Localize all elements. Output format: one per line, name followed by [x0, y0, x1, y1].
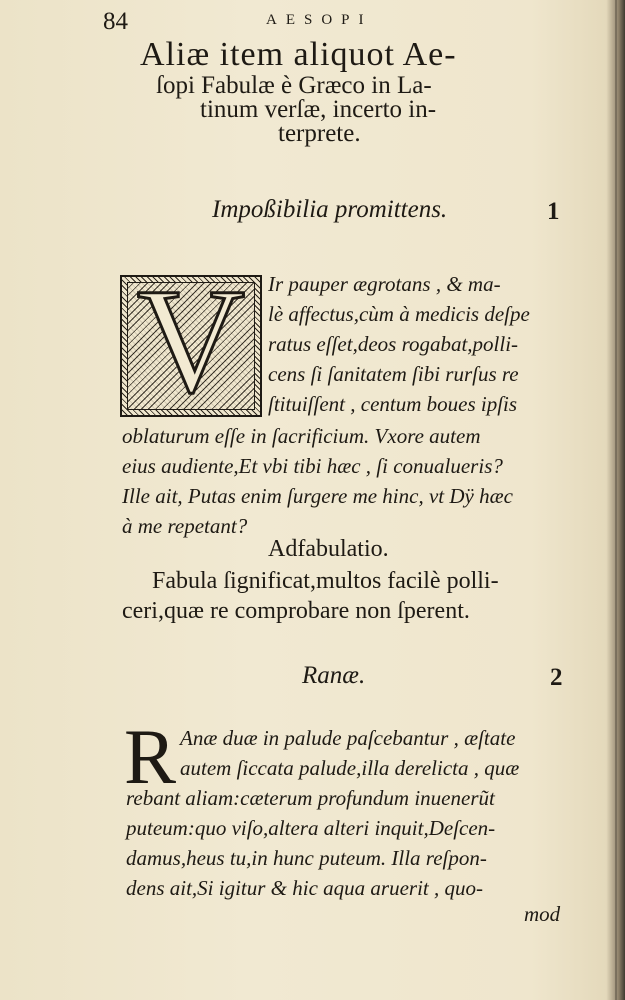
- catchword: mod: [524, 902, 561, 926]
- fable-1-number: 1: [547, 198, 560, 225]
- fable-2-line-1: Anæ duæ in palude paſcebantur , æſtate: [180, 726, 516, 750]
- running-head: AESOPI: [266, 12, 373, 28]
- initial-letter-v: V: [136, 258, 246, 424]
- fable-2-number: 2: [550, 664, 563, 691]
- initial-letter-r: R: [124, 713, 177, 800]
- page-number: 84: [103, 8, 128, 35]
- fable-1-line-4: cens ſi ſanitatem ſibi rurſus re: [268, 362, 519, 386]
- section-title: [140, 36, 545, 148]
- fable-1-line-1: Ir pauper ægrotans , & ma-: [268, 272, 501, 296]
- fable-1-line-6: oblaturum eſſe in ſacrificium. Vxore autem: [122, 424, 481, 448]
- title-line-2: ſopi Fabulæ è Græco in La-: [156, 72, 432, 99]
- decorated-initial: [120, 258, 262, 424]
- fable-2-heading: Ranæ.: [302, 662, 366, 689]
- binding-gutter: [615, 0, 617, 1000]
- fable-1-line-2: lè affectus,cùm à medicis deſpe: [268, 302, 530, 326]
- initial-ornament: [127, 258, 255, 424]
- moral-line-1: Fabula ſignificat,multos facilè polli-: [152, 568, 499, 594]
- moral-line-2: ceri,quæ re comprobare non ſperent.: [122, 598, 470, 624]
- title-line-4: terprete.: [278, 120, 361, 147]
- fable-2-line-3: rebant aliam:cæterum profundum inuenerũt: [126, 786, 495, 810]
- fable-1-line-5: ſtituiſſent , centum boues ipſis: [268, 392, 518, 416]
- fable-2-line-5: damus,heus tu,in hunc puteum. Illa reſpon-: [126, 846, 487, 870]
- fable-1-line-3: ratus eſſet,deos rogabat,polli-: [268, 332, 519, 356]
- fable-1-line-9: à me repetant?: [122, 514, 248, 538]
- fable-2-line-4: puteum:quo viſo,altera alteri inquit,Deſcen-: [126, 816, 496, 840]
- fable-2-line-2: autem ſiccata palude,illa derelicta , quæ: [180, 756, 520, 780]
- fable-1-heading: Impoßibilia promittens.: [212, 196, 448, 223]
- title-line-1: Aliæ item aliquot Ae-: [140, 36, 457, 73]
- fable-1-line-8: Ille ait, Putas enim ſurgere me hinc, vt Dÿ hæc: [122, 484, 513, 508]
- fable-2-line-6: dens ait,Si igitur & hic aqua aruerit , quo-: [126, 876, 483, 900]
- adfabulatio-heading: Adfabulatio.: [268, 536, 389, 562]
- fable-1-line-7: eius audiente,Et vbi tibi hæc , ſi conualueris?: [122, 454, 503, 478]
- title-line-3: tinum verſæ, incerto in-: [200, 96, 437, 123]
